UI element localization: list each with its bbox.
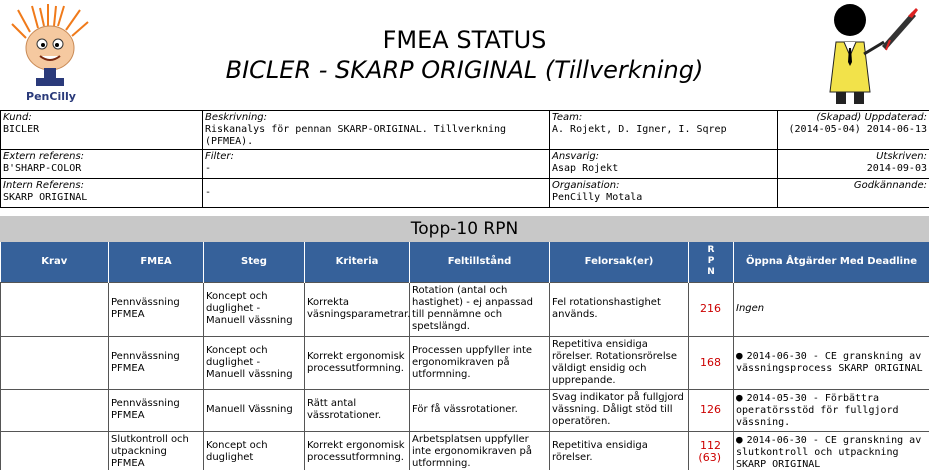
- cell-felorsak: Repetitiva ensidiga rörelser.: [550, 431, 689, 470]
- cell-krav: [1, 282, 109, 336]
- col-felorsak[interactable]: Felorsak(er): [550, 242, 689, 282]
- cell-fmea: Pennvässning PFMEA: [109, 389, 204, 431]
- cell-feltillstand: Rotation (antal och hastighet) - ej anpassad till pennämne och spetslängd.: [410, 282, 550, 336]
- cell-rpn: 112 (63): [689, 431, 734, 470]
- cell-felorsak: Fel rotationshastighet används.: [550, 282, 689, 336]
- cell-kriteria: Korrekta väsningsparametrar.: [305, 282, 410, 336]
- filter-cell: Filter: -: [203, 150, 550, 179]
- cell-fmea: Pennvässning PFMEA: [109, 336, 204, 389]
- cell-kriteria: Korrekt ergonomisk processutformning.: [305, 431, 410, 470]
- table-header-row: [1, 242, 929, 282]
- cell-krav: [1, 336, 109, 389]
- intern-dash-cell: -: [203, 179, 550, 208]
- topp-rpn-title: Topp-10 RPN: [0, 216, 929, 242]
- col-fmea[interactable]: FMEA: [109, 242, 204, 282]
- report-header: [0, 0, 929, 110]
- cell-rpn: 126: [689, 389, 734, 431]
- cell-feltillstand: För få vässrotationer.: [410, 389, 550, 431]
- cell-rpn: 168: [689, 336, 734, 389]
- cell-rpn: 216: [689, 282, 734, 336]
- col-krav[interactable]: Krav: [1, 242, 109, 282]
- ansvarig-cell: Ansvarig: Asap Rojekt: [550, 150, 778, 179]
- rpn-table: [0, 242, 929, 470]
- col-rpn[interactable]: R P N: [689, 242, 734, 282]
- cell-steg: Koncept och duglighet - Manuell vässning: [204, 282, 305, 336]
- table-row: [1, 282, 929, 336]
- table-row: [1, 389, 929, 431]
- cell-krav: [1, 389, 109, 431]
- col-kriteria[interactable]: Kriteria: [305, 242, 410, 282]
- page-subtitle: BICLER - SKARP ORIGINAL (Tillverkning): [225, 56, 704, 84]
- info-table: [0, 110, 929, 208]
- cell-krav: [1, 431, 109, 470]
- intern-referens-cell: Intern Referens: SKARP ORIGINAL: [1, 179, 203, 208]
- cell-kriteria: Rätt antal vässrotationer.: [305, 389, 410, 431]
- organisation-cell: Organisation: PenCilly Motala: [550, 179, 778, 208]
- table-row: [1, 431, 929, 470]
- bullet-icon: ●: [736, 432, 743, 446]
- page-title: FMEA STATUS: [382, 26, 547, 54]
- cell-steg: Koncept och duglighet: [204, 431, 305, 470]
- cell-fmea: Pennvässning PFMEA: [109, 282, 204, 336]
- kund-cell: Kund: BICLER: [1, 111, 203, 150]
- cell-fmea: Slutkontroll och utpackning PFMEA: [109, 431, 204, 470]
- cell-felorsak: Svag indikator på fullgjord vässning. Dåligt stöd till operatören.: [550, 389, 689, 431]
- col-atgarder[interactable]: Öppna Åtgärder Med Deadline: [734, 242, 929, 282]
- cell-kriteria: Korrekt ergonomisk processutformning.: [305, 336, 410, 389]
- cell-steg: Manuell Vässning: [204, 389, 305, 431]
- bullet-icon: ●: [736, 390, 743, 404]
- col-steg[interactable]: Steg: [204, 242, 305, 282]
- cell-feltillstand: Processen uppfyller inte ergonomikraven på utformning.: [410, 336, 550, 389]
- cell-felorsak: Repetitiva ensidiga rörelser. Rotationsrörelse väldigt ensidig och upprepande.: [550, 336, 689, 389]
- logo-text: PenCilly: [26, 90, 76, 103]
- beskrivning-cell: Beskrivning: Riskanalys för pennan SKARP-ORIGINAL. Tillverkning (PFMEA).: [203, 111, 550, 150]
- team-cell: Team: A. Rojekt, D. Igner, I. Sqrep: [550, 111, 778, 150]
- utskriven-cell: Utskriven: 2014-09-03: [778, 150, 929, 179]
- table-row: [1, 336, 929, 389]
- extern-referens-cell: Extern referens: B'SHARP-COLOR: [1, 150, 203, 179]
- cell-atgard: ● 2014-05-30 - Förbättra operatörsstöd för fullgjord vässning.: [734, 389, 929, 431]
- cell-atgard: ● 2014-06-30 - CE granskning av slutkontroll och utpackning SKARP ORIGINAL: [734, 431, 929, 470]
- datum-cell: (Skapad) Uppdaterad: (2014-05-04) 2014-06-13: [778, 111, 929, 150]
- cell-atgard: ● 2014-06-30 - CE granskning av vässningsprocess SKARP ORIGINAL: [734, 336, 929, 389]
- pencil-man-icon: [812, 2, 922, 106]
- bullet-icon: ●: [736, 349, 743, 362]
- cell-feltillstand: Arbetsplatsen uppfyller inte ergonomikraven på utformning.: [410, 431, 550, 470]
- cell-steg: Koncept och duglighet - Manuell vässning: [204, 336, 305, 389]
- godkannande-cell: Godkännande:: [778, 179, 929, 208]
- col-feltillstand[interactable]: Feltillstånd: [410, 242, 550, 282]
- cell-atgard: Ingen: [734, 282, 929, 336]
- pencilly-logo: [10, 2, 92, 106]
